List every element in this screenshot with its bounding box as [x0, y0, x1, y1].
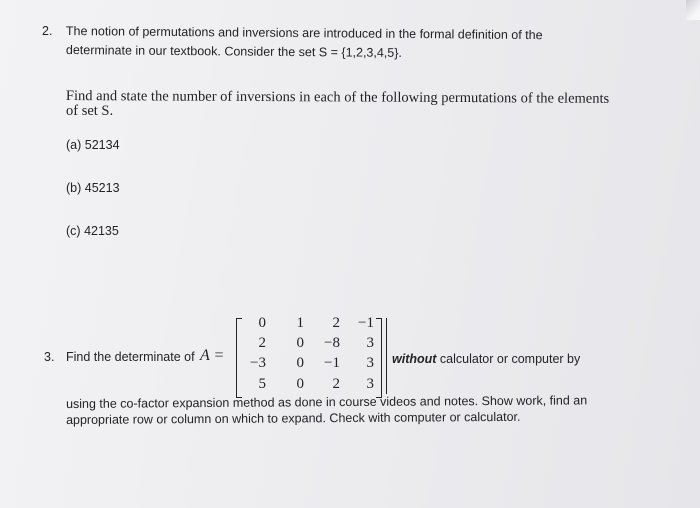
part-c-label: (c): [66, 224, 81, 238]
matrix-cell-r3c1: −3: [250, 355, 266, 371]
part-b-value: 45213: [84, 181, 120, 195]
part-a-value: 52134: [84, 138, 120, 152]
matrix-cell-r4c2: 0: [296, 376, 304, 392]
matrix-cell-r1c4: −1: [358, 315, 374, 331]
part-b: [66, 181, 120, 195]
part-c-value: 42135: [84, 224, 119, 238]
question-2-line-1: The notion of permutations and inversions are introduced in the formal definition of the: [65, 24, 543, 43]
matrix-cell-r4c3: 2: [332, 376, 340, 392]
matrix-cell-r4c1: 5: [258, 376, 266, 392]
without-emphasis: without: [392, 352, 437, 366]
matrix-cell-r1c2: 1: [296, 315, 304, 331]
matrix-cell-r4c4: 3: [366, 376, 374, 392]
question-3-without-line: [392, 352, 580, 366]
matrix-cell-r2c2: 0: [296, 335, 304, 351]
box-divider: [386, 318, 387, 394]
matrix-cell-r2c1: 2: [258, 335, 266, 351]
matrix-name: A =: [200, 347, 225, 364]
question-2-number: 2.: [42, 24, 53, 38]
part-a: [66, 138, 120, 152]
matrix-cell-r3c2: 0: [296, 355, 304, 371]
matrix-cell-r2c3: −8: [324, 335, 340, 351]
matrix-a: [236, 315, 382, 397]
part-a-label: (a): [66, 138, 82, 152]
question-2-find-line-2: of set S.: [66, 103, 114, 119]
question-3-line-2: using the co-factor expansion method as done in course videos and notes. Show work, find an: [66, 393, 588, 411]
question-2-line-2: determinate in our textbook. Consider the set S = {1,2,3,4,5}.: [65, 43, 402, 60]
part-b-label: (b): [66, 181, 82, 195]
matrix-cell-r1c1: 0: [258, 315, 266, 331]
matrix-cell-r3c4: 3: [366, 355, 374, 371]
page-corner-shadow: [686, 0, 700, 20]
question-3-suffix: calculator or computer by: [439, 352, 581, 366]
question-3-line-3: appropriate row or column on which to expand. Check with computer or calculator.: [66, 409, 521, 427]
question-2-find-line-1: Find and state the number of inversions in each of the following permutations of the elements: [65, 88, 610, 107]
matrix-cell-r2c4: 3: [366, 335, 374, 351]
question-3-number: 3.: [44, 350, 55, 364]
part-c: [66, 224, 119, 238]
matrix-cell-r3c3: −1: [324, 355, 340, 371]
matrix-cell-r1c3: 2: [332, 315, 340, 331]
matrix-right-bracket: [376, 318, 382, 398]
question-3-prefix: Find the determinate of: [66, 350, 195, 364]
